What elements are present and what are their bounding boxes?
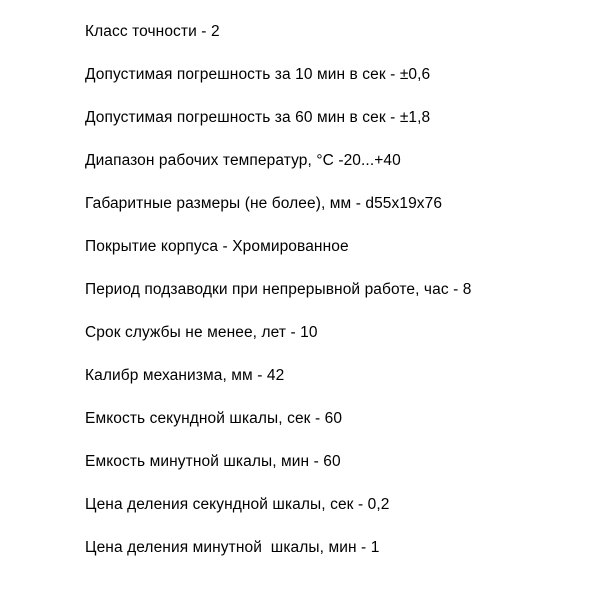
spec-row: Емкость секундной шкалы, сек - 60 — [85, 410, 343, 427]
spec-row: Калибр механизма, мм - 42 — [85, 367, 285, 384]
spec-row: Диапазон рабочих температур, °С -20...+40 — [85, 152, 401, 169]
specification-list — [85, 21, 600, 558]
spec-row: Емкость минутной шкалы, мин - 60 — [85, 453, 341, 470]
spec-row: Допустимая погрешность за 10 мин в сек - ±0,6 — [85, 66, 431, 83]
spec-row: Цена деления секундной шкалы, сек - 0,2 — [85, 496, 390, 513]
spec-row: Период подзаводки при непрерывной работе, час - 8 — [85, 281, 472, 298]
spec-row: Срок службы не менее, лет - 10 — [85, 324, 318, 341]
spec-row: Класс точности - 2 — [85, 23, 220, 40]
spec-row: Покрытие корпуса - Хромированное — [85, 238, 349, 255]
spec-row: Допустимая погрешность за 60 мин в сек - ±1,8 — [85, 109, 431, 126]
spec-row: Цена деления минутной шкалы, мин - 1 — [85, 539, 380, 556]
spec-row: Габаритные размеры (не более), мм - d55x19x76 — [85, 195, 443, 212]
